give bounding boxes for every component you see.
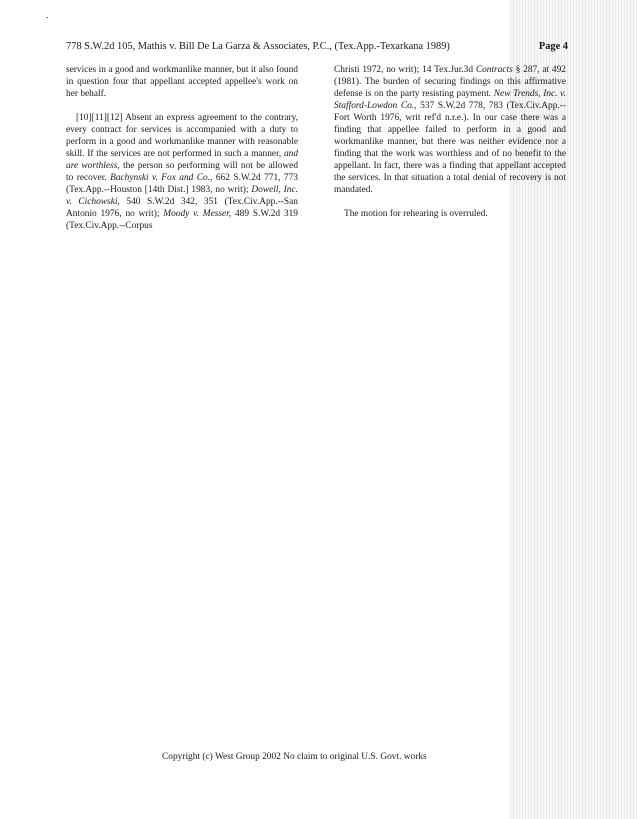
page-number: Page 4 xyxy=(538,41,568,52)
left-paragraph-1: services in a good and workmanlike manner, but it also found in question four that appellant accepted appellee's work on her behalf. xyxy=(66,65,298,99)
case-name-new-trends: New Trends, Inc. v. Stafford-Lowdon Co., xyxy=(334,89,566,111)
case-name-dowell: Dowell, Inc. v. Cichowski, xyxy=(66,185,298,207)
page-header xyxy=(66,40,568,53)
scan-speck xyxy=(46,17,48,18)
case-name-moody: Moody v. Messer, xyxy=(163,209,232,219)
right-column xyxy=(334,64,566,220)
left-column xyxy=(66,64,298,232)
right-paragraph-1: Christi 1972, no writ); 14 Tex.Jur.3d Contracts § 287, at 492 (1981). The burden of securing findings on this affirmative defense is on the party resisting payment. New Trends, Inc. v. Stafford-Lowdon Co., 537 S.W.2d 778, 783 (Tex.Civ.App.--Fort Worth 1976, writ ref'd n.r.e.). In our case there was a finding that appellee failed to perform in a good and workmanlike manner, but there was neither evidence nor a finding that the work was worthless and of no benefit to the appellant. In fact, there was a finding that appellant accepted the services. In that situation a total denial of recovery is not mandated. xyxy=(334,65,566,195)
left-paragraph-2: [10][11][12] Absent an express agreement to the contrary, every contract for services is accompanied with a duty to perform in a good and workmanlike manner with reasonable skill. If the services are not performed in such a manner, and are worthless, the person so performing will not be allowed to recover. Bachynski v. Fox and Co., 662 S.W.2d 771, 773 (Tex.App.--Houston [14th Dist.] 1983, no writ); Dowell, Inc. v. Cichowski, 540 S.W.2d 342, 351 (Tex.Civ.App.--San Antonio 1976, no writ); Moody v. Messer, 489 S.W.2d 319 (Tex.Civ.App.--Corpus xyxy=(66,113,299,231)
copyright-footer: Copyright (c) West Group 2002 No claim to original U.S. Govt. works xyxy=(162,752,427,762)
right-paragraph-2: The motion for rehearing is overruled. xyxy=(344,209,488,219)
emphasis-worthless: and are worthless, xyxy=(66,149,298,171)
treatise-title: Contracts xyxy=(475,65,513,75)
case-citation: 778 S.W.2d 105, Mathis v. Bill De La Garza & Associates, P.C., (Tex.App.-Texarkana 1989) xyxy=(66,41,450,52)
case-name-bachynski: Bachynski v. Fox and Co., xyxy=(110,173,213,183)
